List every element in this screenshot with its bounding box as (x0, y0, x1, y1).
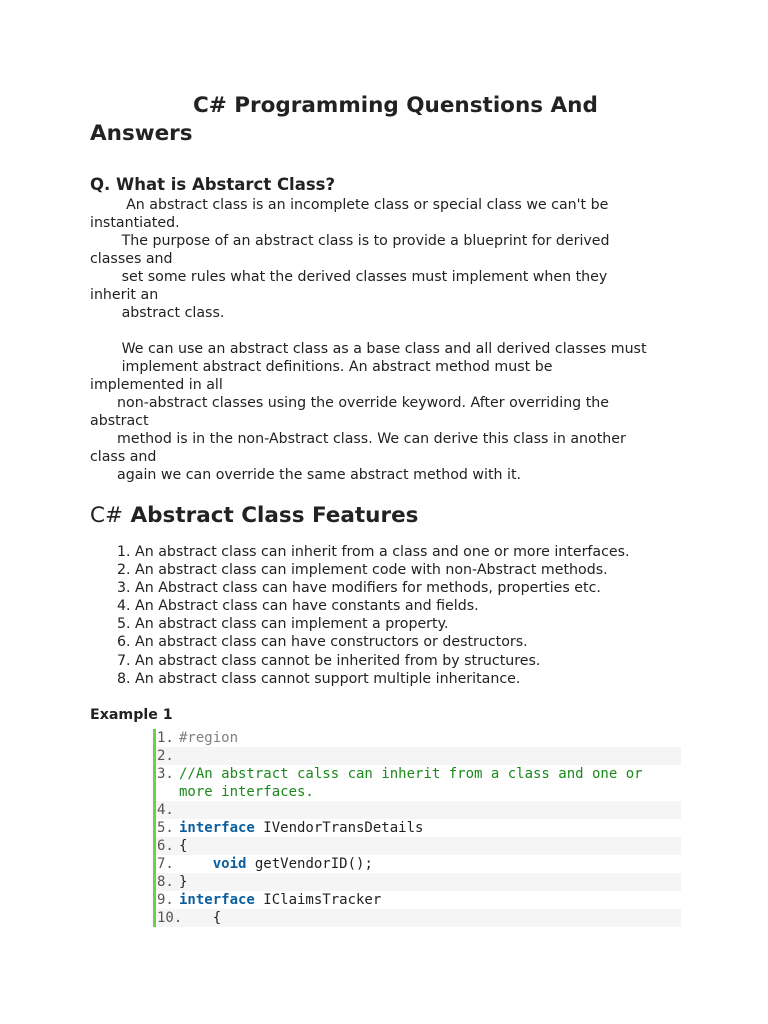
paragraph-line: again we can override the same abstract method with it. (90, 467, 522, 483)
code-keyword: void (212, 856, 247, 872)
paragraph-line: implement abstract definitions. An abstract method must be (90, 359, 553, 375)
paragraph-line: method is in the non-Abstract class. We can derive this class in another (90, 431, 626, 447)
feature-number: 4. (116, 598, 135, 615)
feature-number: 8. (116, 670, 135, 687)
feature-text: An abstract class cannot support multiple inheritance. (135, 670, 521, 687)
feature-item (90, 543, 682, 561)
section-heading-text: Abstract Class Features (130, 503, 419, 528)
code-line-number: 10. (157, 910, 183, 926)
code-line (156, 801, 681, 819)
feature-number: 3. (116, 580, 135, 597)
section-heading (90, 502, 682, 530)
paragraph-line: inherit an (90, 287, 159, 303)
code-token: getVendorID(); (246, 856, 373, 872)
code-comment: //An abstract calss can inherit from a class and one or more interfaces. (179, 766, 652, 800)
feature-number: 6. (116, 634, 135, 651)
paragraph-line: class and (90, 449, 157, 465)
feature-text: An abstract class can have constructors or destructors. (135, 634, 528, 651)
paragraph-line: set some rules what the derived classes must implement when they (90, 269, 608, 285)
code-line (156, 729, 681, 747)
code-line-text (179, 873, 187, 891)
paragraph-line: abstract class. (90, 305, 225, 321)
paragraph-line: The purpose of an abstract class is to provide a blueprint for derived (90, 233, 610, 249)
feature-item (90, 633, 682, 651)
feature-number: 2. (116, 562, 135, 579)
paragraph-line: non-abstract classes using the override keyword. After overriding the (90, 395, 609, 411)
code-line-number: 7. (157, 856, 174, 872)
feature-number: 5. (116, 616, 135, 633)
code-line-number: 4. (157, 802, 174, 818)
feature-number: 7. (116, 652, 135, 669)
paragraph-spacer (90, 322, 682, 340)
code-directive: #region (179, 730, 239, 746)
code-line (156, 873, 681, 891)
code-line-text (179, 729, 238, 747)
section-heading-prefix: C# (90, 503, 124, 528)
code-line (156, 819, 681, 837)
question-heading: Q. What is Abstarct Class? (90, 175, 336, 194)
code-keyword: interface (179, 820, 255, 836)
code-line-number: 2. (157, 748, 174, 764)
features-list (90, 543, 682, 688)
code-line-text (179, 891, 381, 909)
code-block (153, 729, 681, 927)
feature-item (90, 561, 682, 579)
code-line-number: 1. (157, 730, 174, 746)
feature-item (90, 597, 682, 615)
code-line-number: 8. (157, 874, 174, 890)
code-token: { (179, 910, 222, 926)
code-line (156, 891, 681, 909)
document-page (90, 92, 682, 724)
code-line (156, 909, 681, 927)
code-line-text (179, 765, 681, 801)
feature-item (90, 670, 682, 688)
code-token: } (179, 874, 188, 890)
code-token (179, 856, 213, 872)
paragraph-line: An abstract class is an incomplete class or special class we can't be (90, 197, 609, 213)
paragraph-line: implemented in all (90, 377, 223, 393)
feature-item (90, 579, 682, 597)
code-line-text (179, 855, 373, 873)
code-line (156, 855, 681, 873)
code-line-number: 5. (157, 820, 174, 836)
answer-paragraph-1 (90, 196, 682, 322)
code-line-number: 6. (157, 838, 174, 854)
feature-text: An abstract class can inherit from a class and one or more interfaces. (135, 544, 630, 560)
code-token: IVendorTransDetails (254, 820, 424, 836)
code-line-number: 9. (157, 892, 174, 908)
feature-item (90, 615, 682, 633)
code-line (156, 837, 681, 855)
document-title: C# Programming Quenstions And Answers (90, 93, 598, 146)
code-keyword: interface (179, 892, 255, 908)
code-line (156, 765, 681, 801)
code-token: IClaimsTracker (254, 892, 382, 908)
code-line-number: 3. (157, 766, 174, 782)
feature-item (90, 652, 682, 670)
paragraph-line: We can use an abstract class as a base class and all derived classes must (90, 341, 647, 357)
feature-text: An Abstract class can have modifiers for methods, properties etc. (135, 580, 601, 597)
feature-number: 1. (116, 544, 135, 560)
code-line-text (179, 819, 423, 837)
feature-text: An abstract class can implement code with non-Abstract methods. (135, 562, 608, 579)
code-line-text (179, 837, 187, 855)
paragraph-line: classes and (90, 251, 173, 267)
feature-text: An abstract class can implement a property. (135, 616, 449, 633)
paragraph-line: abstract (90, 413, 149, 429)
feature-text: An abstract class cannot be inherited from by structures. (135, 652, 541, 669)
example-label: Example 1 (90, 706, 173, 723)
code-token: { (179, 838, 188, 854)
code-line (156, 747, 681, 765)
feature-text: An Abstract class can have constants and fields. (135, 598, 479, 615)
paragraph-line: instantiated. (90, 215, 180, 231)
answer-paragraph-2 (90, 340, 682, 484)
code-line-text (179, 909, 221, 927)
